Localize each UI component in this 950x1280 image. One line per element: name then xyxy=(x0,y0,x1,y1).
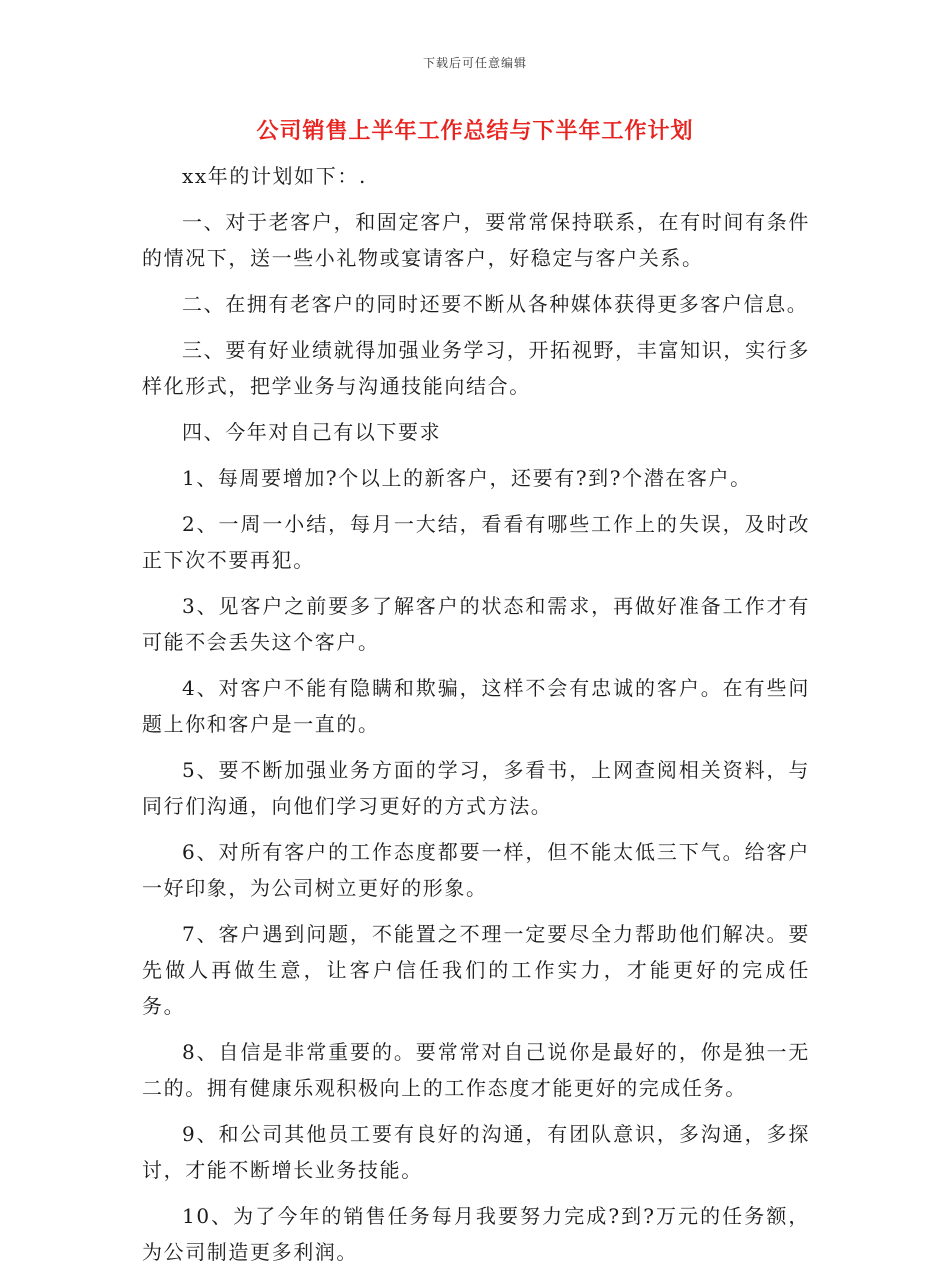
paragraph-plan-4: 四、今年对自己有以下要求 xyxy=(182,420,442,444)
paragraph-plan-3: 三、要有好业绩就得加强业务学习，开拓视野，丰富知识，实行多样化形式，把学业务与沟通技能向结合。 xyxy=(142,338,810,398)
paragraph-requirement-5: 5、要不断加强业务方面的学习，多看书，上网查阅相关资料，与同行们沟通，向他们学习更好的方式方法。 xyxy=(142,758,810,818)
header-note: 下载后可任意编辑 xyxy=(422,56,527,70)
paragraph-plan-1: 一、对于老客户，和固定客户，要常常保持联系，在有时间有条件的情况下，送一些小礼物或宴请客户，好稳定与客户关系。 xyxy=(142,210,810,270)
paragraph-requirement-1: 1、每周要增加?个以上的新客户，还要有?到?个潜在客户。 xyxy=(182,466,752,490)
paragraph-requirement-2: 2、一周一小结，每月一大结，看看有哪些工作上的失误，及时改正下次不要再犯。 xyxy=(142,512,810,572)
paragraph-requirement-7: 7、客户遇到问题，不能置之不理一定要尽全力帮助他们解决。要先做人再做生意，让客户信任我们的工作实力，才能更好的完成任务。 xyxy=(142,922,810,1018)
document-body xyxy=(142,158,810,1280)
paragraph-requirement-8: 8、自信是非常重要的。要常常对自己说你是最好的，你是独一无二的。拥有健康乐观积极向上的工作态度才能更好的完成任务。 xyxy=(142,1040,810,1100)
paragraph-plan-2: 二、在拥有老客户的同时还要不断从各种媒体获得更多客户信息。 xyxy=(182,292,809,316)
paragraph-requirement-10: 10、为了今年的销售任务每月我要努力完成?到?万元的任务额，为公司制造更多利润。 xyxy=(142,1204,810,1264)
paragraph-requirement-6: 6、对所有客户的工作态度都要一样，但不能太低三下气。给客户一好印象，为公司树立更好的形象。 xyxy=(142,840,810,900)
paragraph-requirement-9: 9、和公司其他员工要有良好的沟通，有团队意识，多沟通，多探讨，才能不断增长业务技能。 xyxy=(142,1122,810,1182)
document-title: 公司销售上半年工作总结与下半年工作计划 xyxy=(256,118,694,144)
paragraph-intro: xx年的计划如下：. xyxy=(182,164,367,188)
paragraph-requirement-4: 4、对客户不能有隐瞒和欺骗，这样不会有忠诚的客户。在有些问题上你和客户是一直的。 xyxy=(142,676,810,736)
paragraph-requirement-3: 3、见客户之前要多了解客户的状态和需求，再做好准备工作才有可能不会丢失这个客户。 xyxy=(142,594,810,654)
